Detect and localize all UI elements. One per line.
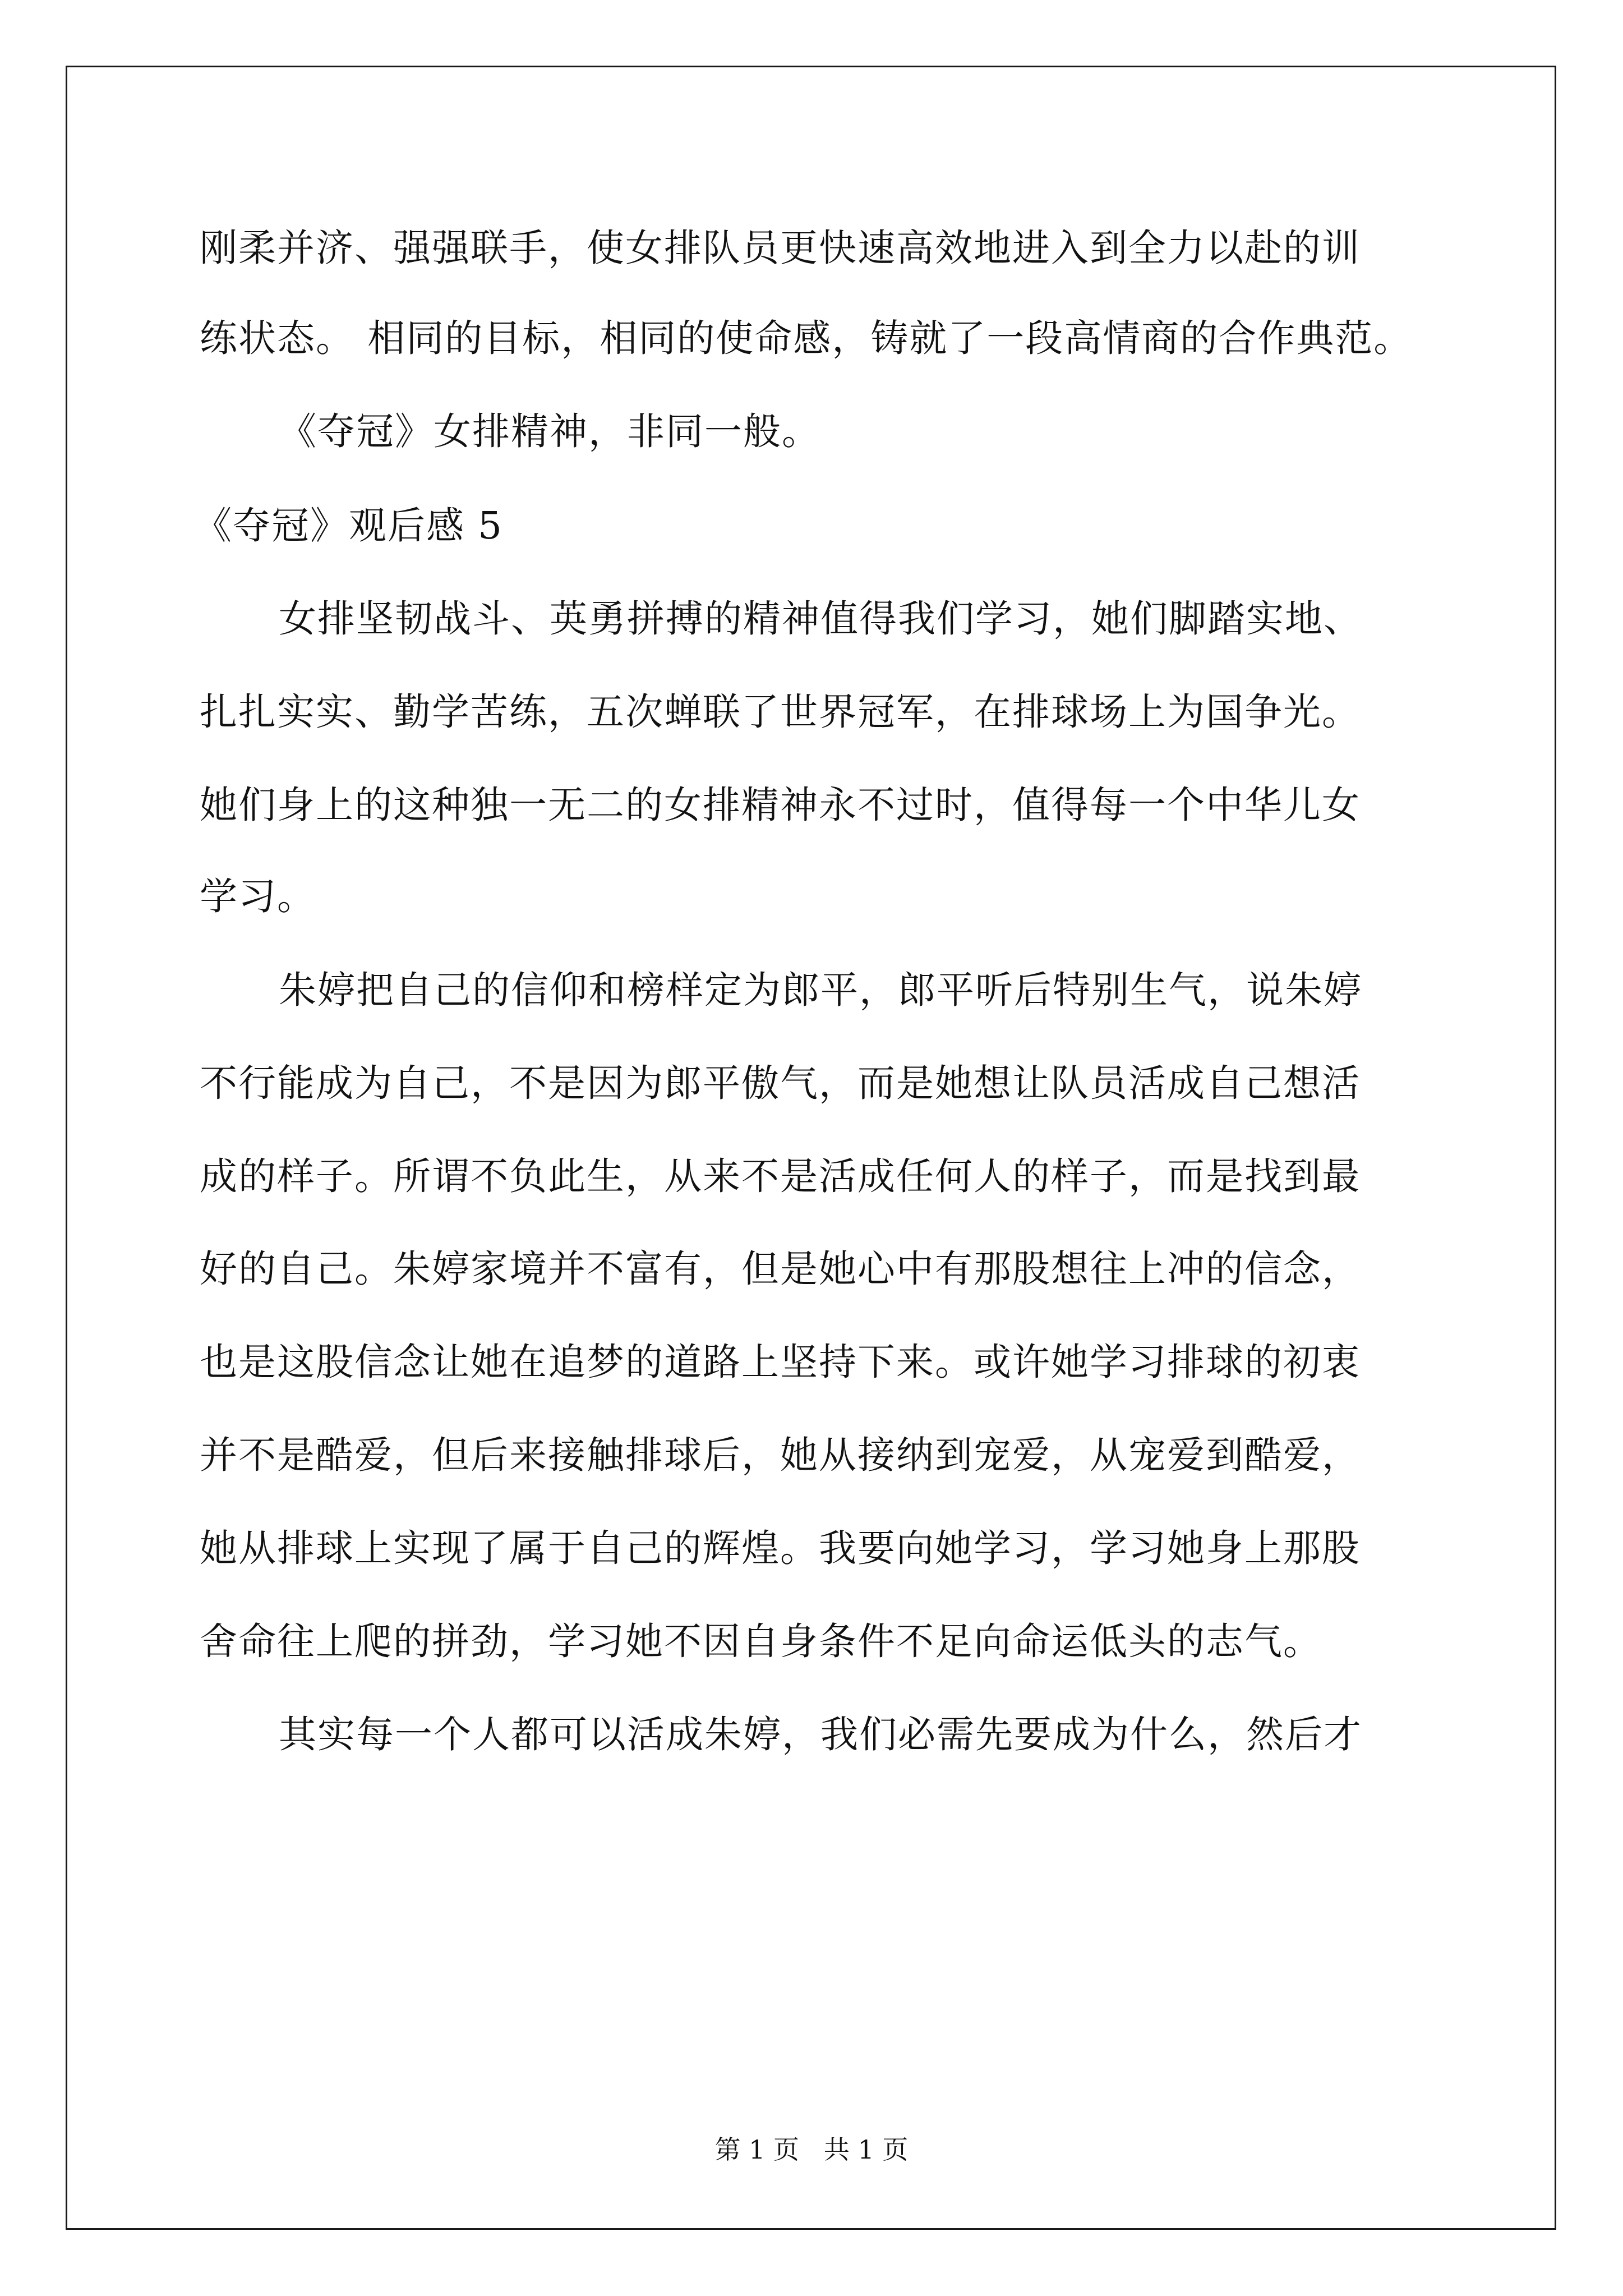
- page-border: [66, 66, 1556, 2230]
- body-text-line: 练状态。 相同的目标，相同的使命感，铸就了一段高情商的合作典范。: [200, 316, 1413, 360]
- body-text-line: 其实每一个人都可以活成朱婷，我们必需先要成为什么，然后才: [279, 1713, 1362, 1756]
- body-text-line: 刚柔并济、强强联手，使女排队员更快速高效地进入到全力以赴的训: [200, 226, 1361, 270]
- body-text-line: 女排坚韧战斗、英勇拼搏的精神值得我们学习，她们脚踏实地、: [279, 597, 1362, 641]
- body-text-line: 她们身上的这种独一无二的女排精神永不过时，值得每一个中华儿女: [200, 783, 1361, 827]
- body-text-line: 学习。: [200, 875, 316, 918]
- body-text-line: 并不是酷爱，但后来接触排球后，她从接纳到宠爱，从宠爱到酷爱，: [200, 1433, 1361, 1477]
- body-text-line: 也是这股信念让她在追梦的道路上坚持下来。或许她学习排球的初衷: [200, 1340, 1361, 1384]
- body-text-line: 扎扎实实、勤学苦练，五次蝉联了世界冠军，在排球场上为国争光。: [200, 690, 1361, 734]
- body-text-line: 不行能成为自己，不是因为郎平傲气，而是她想让队员活成自己想活: [200, 1061, 1361, 1105]
- body-text-line: 舍命往上爬的拼劲，学习她不因自身条件不足向命运低头的志气。: [200, 1619, 1322, 1663]
- body-text-line: 《夺冠》女排精神，非同一般。: [279, 409, 820, 453]
- page-footer: 第 1 页 共 1 页: [714, 2134, 909, 2165]
- body-text-line: 朱婷把自己的信仰和榜样定为郎平，郎平听后特别生气，说朱婷: [279, 968, 1362, 1012]
- body-text-line: 成的样子。所谓不负此生，从来不是活成任何人的样子，而是找到最: [200, 1154, 1361, 1198]
- body-text-line: 她从排球上实现了属于自己的辉煌。我要向她学习，学习她身上那股: [200, 1526, 1361, 1570]
- section-heading: 《夺冠》观后感 5: [194, 504, 503, 547]
- body-text-line: 好的自己。朱婷家境并不富有，但是她心中有那股想往上冲的信念，: [200, 1247, 1361, 1291]
